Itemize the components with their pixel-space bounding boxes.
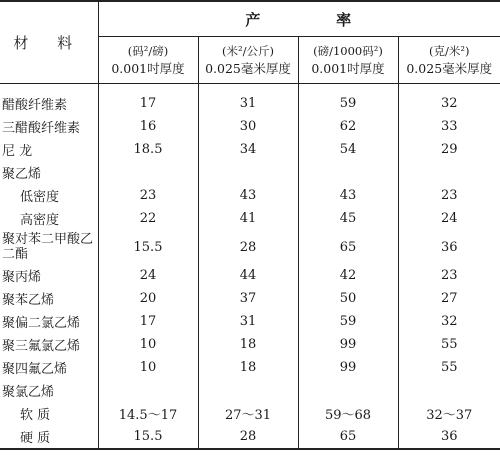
cell-value: 36 [398, 425, 500, 449]
cell-value: 59～68 [298, 402, 398, 425]
cell-value: 37 [198, 287, 298, 310]
cell-value: 55 [440, 337, 458, 352]
cell-value: 28 [198, 230, 298, 264]
cell-value: 20 [98, 287, 198, 310]
yield-char-1: 产 [245, 10, 263, 29]
cell-value: 14.5～17 [98, 402, 198, 425]
cell-value: 34 [198, 138, 298, 161]
table-row [0, 115, 500, 138]
material-name: 聚乙烯 [0, 161, 98, 184]
cell-value: 59 [298, 84, 398, 116]
material-name: 聚苯乙烯 [0, 287, 98, 310]
cell-value: 30 [198, 115, 298, 138]
cell-value: 23 [98, 184, 198, 207]
cell-value: 17 [98, 310, 198, 333]
cell-value [198, 379, 298, 402]
column-header-3 [298, 37, 398, 84]
cell-value: 43 [298, 184, 398, 207]
cell-value [398, 161, 500, 184]
cell-value: 42 [298, 264, 398, 287]
cell-value: 59 [298, 310, 398, 333]
cell-value: 55 [440, 360, 458, 375]
cell-value: 99 [298, 356, 398, 379]
cell-value [98, 161, 198, 184]
column-thickness: 0.001吋厚度 [311, 61, 385, 76]
cell-value: 16 [98, 115, 198, 138]
cell-value: 41 [198, 207, 298, 230]
cell-value: 62 [298, 115, 398, 138]
cell-value: 33 [440, 119, 458, 134]
table-row [0, 356, 500, 379]
material-name: 聚丙烯 [0, 264, 98, 287]
column-thickness: 0.001吋厚度 [111, 61, 185, 76]
table-row [0, 425, 500, 449]
table-row [0, 161, 500, 184]
material-name: 高密度 [0, 207, 98, 230]
material-name: 聚对苯二甲酸乙二酯 [0, 230, 98, 264]
table-row [0, 264, 500, 287]
column-thickness: 0.025毫米厚度 [205, 61, 291, 76]
cell-value: 27 [440, 291, 458, 306]
table-row [0, 333, 500, 356]
column-unit: (克/米²) [429, 44, 470, 58]
table-row [0, 287, 500, 310]
table-row [0, 402, 500, 425]
cell-value: 29 [440, 142, 458, 157]
cell-value: 44 [198, 264, 298, 287]
column-header-2 [198, 37, 298, 84]
table-row [0, 184, 500, 207]
cell-value: 43 [198, 184, 298, 207]
column-header-4 [398, 37, 500, 84]
yield-group-header [98, 1, 500, 37]
material-name: 三醋酸纤维素 [0, 115, 98, 138]
table-row [0, 230, 500, 264]
column-unit: (磅/1000码²) [313, 44, 383, 58]
material-name: 聚偏二氯乙烯 [0, 310, 98, 333]
material-header: 材 料 [0, 1, 98, 84]
cell-value: 50 [298, 287, 398, 310]
cell-value: 32 [440, 96, 458, 111]
cell-value: 99 [298, 333, 398, 356]
column-unit: (码²/磅) [127, 44, 169, 58]
cell-value: 18 [198, 333, 298, 356]
cell-value: 24 [440, 211, 458, 226]
material-name: 醋酸纤维素 [0, 84, 98, 116]
cell-value: 22 [98, 207, 198, 230]
material-name: 聚氯乙烯 [0, 379, 98, 402]
table-row [0, 379, 500, 402]
material-name: 软 质 [0, 402, 98, 425]
material-name: 低密度 [0, 184, 98, 207]
cell-value: 23 [440, 188, 458, 203]
cell-value: 31 [198, 310, 298, 333]
cell-value: 65 [298, 425, 398, 449]
cell-value: 32～37 [426, 408, 473, 423]
cell-value: 10 [98, 333, 198, 356]
cell-value: 45 [298, 207, 398, 230]
material-name: 硬 质 [0, 425, 98, 449]
column-unit: (米²/公斤) [222, 44, 274, 58]
yield-char-2: 率 [336, 10, 354, 29]
material-name: 聚三氟氯乙烯 [0, 333, 98, 356]
cell-value: 28 [198, 425, 298, 449]
cell-value [98, 379, 198, 402]
cell-value: 54 [298, 138, 398, 161]
table-row [0, 138, 500, 161]
material-name: 尼 龙 [0, 138, 98, 161]
cell-value: 36 [440, 239, 458, 255]
column-header-1 [98, 37, 198, 84]
cell-value: 18 [198, 356, 298, 379]
cell-value [198, 161, 298, 184]
cell-value: 24 [98, 264, 198, 287]
cell-value [298, 161, 398, 184]
cell-value [398, 379, 500, 402]
cell-value: 15.5 [98, 425, 198, 449]
table-row [0, 207, 500, 230]
cell-value: 27～31 [198, 402, 298, 425]
cell-value: 32 [440, 314, 458, 329]
table-row [0, 310, 500, 333]
table-row [0, 84, 500, 116]
material-name: 聚四氟乙烯 [0, 356, 98, 379]
cell-value: 23 [440, 268, 458, 283]
cell-value [298, 379, 398, 402]
cell-value: 18.5 [98, 138, 198, 161]
cell-value: 31 [198, 84, 298, 116]
cell-value: 15.5 [98, 230, 198, 264]
column-thickness: 0.025毫米厚度 [406, 61, 493, 76]
cell-value: 10 [98, 356, 198, 379]
cell-value: 17 [98, 84, 198, 116]
cell-value: 65 [298, 230, 398, 264]
